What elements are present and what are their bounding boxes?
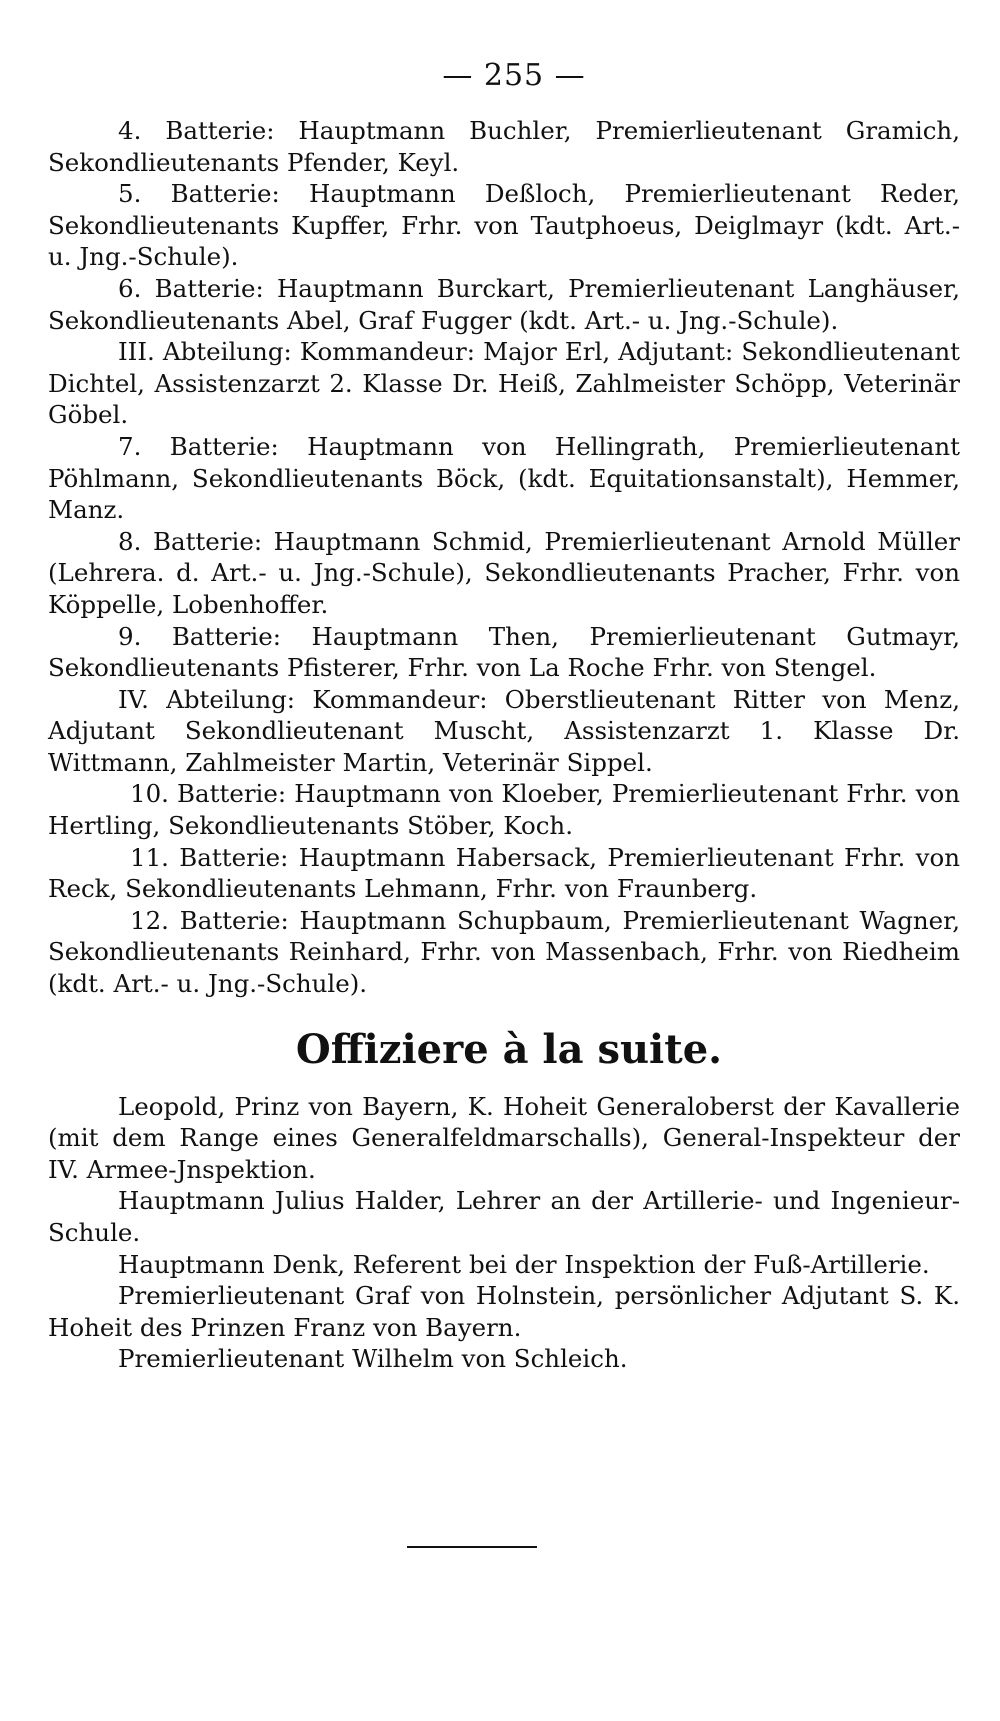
battery-5-entry: 5. Batterie: Hauptmann Deßloch, Premierlieutenant Reder, Sekondlieutenants Kupffer, Frhr. von Tautphoeus, Deiglmayr (kdt. Art.- u. Jng.-Schule). bbox=[48, 179, 960, 272]
abteilung-4-entry: IV. Abteilung: Kommandeur: Oberstlieutenant Ritter von Menz, Adjutant Sekondlieutenant Muscht, Assistenzarzt 1. Klasse Dr. Wittmann, Zahlmeister Martin, Veterinär Sippel. bbox=[48, 684, 960, 777]
suite-entry: Leopold, Prinz von Bayern, K. Hoheit Generaloberst der Kavallerie (mit dem Range eines Generalfeldmarschalls), General-Inspekteur der IV. Armee-Jnspektion. bbox=[48, 1091, 960, 1184]
battery-9-entry: 9. Batterie: Hauptmann Then, Premierlieutenant Gutmayr, Sekondlieutenants Pfisterer, Frhr. von La Roche Frhr. von Stengel. bbox=[48, 621, 960, 683]
battery-4-entry: 4. Batterie: Hauptmann Buchler, Premierlieutenant Gramich, Sekondlieutenants Pfender, Keyl. bbox=[48, 116, 960, 177]
abteilung-3-entry: III. Abteilung: Kommandeur: Major Erl, Adjutant: Sekondlieutenant Dichtel, Assistenzarzt 2. Klasse Dr. Heiß, Zahlmeister Schöpp, Veterinär Göbel. bbox=[48, 337, 960, 430]
page-number: — 255 — bbox=[442, 58, 586, 93]
section-heading: Offiziere à la suite. bbox=[295, 1025, 723, 1073]
battery-8-entry: 8. Batterie: Hauptmann Schmid, Premierlieutenant Arnold Müller (Lehrera. d. Art.- u. Jng.-Schule), Sekondlieutenants Pracher, Frhr. von Köppelle, Lobenhoffer. bbox=[48, 526, 960, 619]
end-rule bbox=[407, 1546, 537, 1548]
battery-6-entry: 6. Batterie: Hauptmann Burckart, Premierlieutenant Langhäuser, Sekondlieutenants Abel, Graf Fugger (kdt. Art.- u. Jng.-Schule). bbox=[48, 273, 960, 335]
battery-7-entry: 7. Batterie: Hauptmann von Hellingrath, Premierlieutenant Pöhlmann, Sekondlieutenants Böck, (kdt. Equitationsanstalt), Hemmer, Manz. bbox=[48, 431, 960, 525]
battery-11-entry: 11. Batterie: Hauptmann Habersack, Premierlieutenant Frhr. von Reck, Sekondlieutenants Lehmann, Frhr. von Fraunberg. bbox=[48, 842, 960, 904]
battery-10-entry: 10. Batterie: Hauptmann von Kloeber, Premierlieutenant Frhr. von Hertling, Sekondlieutenants Stöber, Koch. bbox=[48, 779, 960, 841]
suite-entry: Hauptmann Denk, Referent bei der Inspektion der Fuß-Artillerie. bbox=[118, 1249, 930, 1279]
a-la-suite-section bbox=[48, 1091, 960, 1375]
suite-entry: Premierlieutenant Graf von Holnstein, persönlicher Adjutant S. K. Hoheit des Prinzen Franz von Bayern. bbox=[48, 1281, 960, 1342]
suite-entry: Premierlieutenant Wilhelm von Schleich. bbox=[118, 1344, 628, 1374]
unit-roster-section bbox=[48, 115, 960, 1000]
battery-12-entry: 12. Batterie: Hauptmann Schupbaum, Premierlieutenant Wagner, Sekondlieutenants Reinhard, Frhr. von Massenbach, Frhr. von Riedheim (kdt. Art.- u. Jng.-Schule). bbox=[48, 905, 960, 999]
suite-entry: Hauptmann Julius Halder, Lehrer an der Artillerie- und Ingenieur-Schule. bbox=[48, 1186, 960, 1247]
